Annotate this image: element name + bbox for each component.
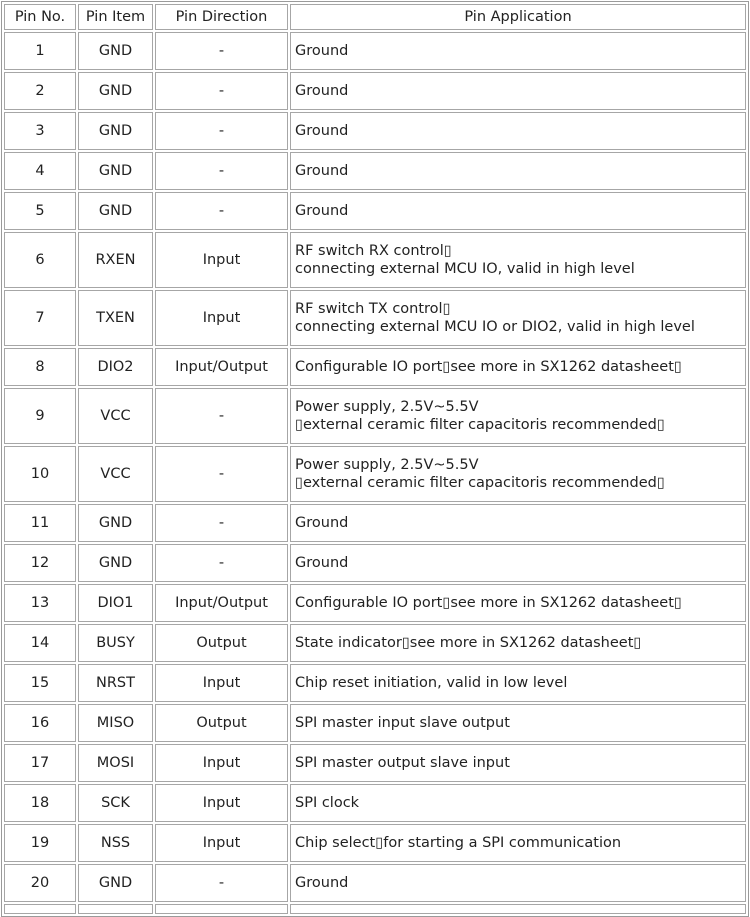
pin-application-line-2: ▯external ceramic filter capacitoris recommended▯ [295,475,665,491]
pin-number-cell: 5 [4,192,76,230]
table-row-partial [4,904,746,914]
table-row [4,290,746,346]
table-row [4,544,746,582]
pin-application-cell [290,112,746,150]
pin-application-cell [290,72,746,110]
pin-number-cell: 16 [4,704,76,742]
pin-application-line-1: RF switch TX control▯ [295,301,451,317]
pin-item-cell: GND [78,32,153,70]
pin-application-cell [290,446,746,502]
pin-direction-cell: Input [155,290,288,346]
pin-item-cell: RXEN [78,232,153,288]
pin-item-cell: DIO1 [78,584,153,622]
table-row [4,704,746,742]
pin-number-cell: 9 [4,388,76,444]
pin-direction-cell: - [155,864,288,902]
header-row [4,4,746,30]
pin-item-cell: NRST [78,664,153,702]
pin-item-cell: MISO [78,704,153,742]
header-pin-application: Pin Application [290,4,746,30]
header-pin-item: Pin Item [78,4,153,30]
pin-direction-cell: - [155,192,288,230]
table-row [4,112,746,150]
pin-application-cell [290,784,746,822]
pin-number-cell: 17 [4,744,76,782]
pin-application-cell [290,544,746,582]
table-row [4,32,746,70]
pin-direction-cell: Input [155,784,288,822]
pin-application-line-1: Chip select▯for starting a SPI communication [295,835,622,851]
pin-application-line-1: SPI master input slave output [295,715,510,731]
pin-application-cell [290,232,746,288]
pin-item-cell: VCC [78,388,153,444]
pin-item-cell: DIO2 [78,348,153,386]
table-row [4,446,746,502]
pin-number-cell: 18 [4,784,76,822]
pin-application-line-1: RF switch RX control▯ [295,243,452,259]
pin-direction-cell: - [155,446,288,502]
table-row [4,784,746,822]
pin-item-cell: GND [78,544,153,582]
pin-application-cell [290,192,746,230]
pin-direction-cell: - [155,152,288,190]
pin-application-cell [290,584,746,622]
pin-application-line-1: SPI master output slave input [295,755,510,771]
pin-item-cell: GND [78,72,153,110]
pin-item-cell: GND [78,504,153,542]
pin-application-line-1: SPI clock [295,795,360,811]
pin-item-cell: NSS [78,824,153,862]
pin-direction-cell: Output [155,624,288,662]
pin-application-line-2: connecting external MCU IO or DIO2, valid in high level [295,319,695,335]
table-row [4,824,746,862]
pin-application-cell [290,664,746,702]
pin-table-body [4,32,746,914]
pin-direction-cell: Input [155,744,288,782]
pin-application-line-1: Chip reset initiation, valid in low level [295,675,568,691]
pin-direction-cell: Input [155,664,288,702]
pin-number-cell: 10 [4,446,76,502]
pin-application-line-1: Ground [295,875,349,891]
pin-application-cell [290,624,746,662]
pin-number-cell: 12 [4,544,76,582]
pin-number-cell: 1 [4,32,76,70]
pin-application-cell [290,290,746,346]
pin-application-line-1: Power supply, 2.5V~5.5V [295,399,479,415]
pin-application-line-1: Configurable IO port▯see more in SX1262 datasheet▯ [295,359,682,375]
pin-number-cell: 19 [4,824,76,862]
pin-table [1,1,749,917]
pin-item-cell: GND [78,152,153,190]
pin-item-cell: BUSY [78,624,153,662]
pin-number-cell: 13 [4,584,76,622]
table-row [4,744,746,782]
header-pin-direction: Pin Direction [155,4,288,30]
table-row [4,624,746,662]
pin-application-line-2: connecting external MCU IO, valid in high level [295,261,635,277]
pin-number-cell: 14 [4,624,76,662]
pin-number-cell: 2 [4,72,76,110]
pin-application-cell [290,704,746,742]
pin-number-cell: 20 [4,864,76,902]
pin-application-line-1: Ground [295,43,349,59]
pin-application-cell [290,864,746,902]
header-pin-no: Pin No. [4,4,76,30]
pin-number-cell: 8 [4,348,76,386]
pin-number-cell: 11 [4,504,76,542]
pin-item-cell: VCC [78,446,153,502]
table-row [4,192,746,230]
table-row [4,584,746,622]
table-row [4,232,746,288]
pin-application-line-1: Ground [295,123,349,139]
pin-application-line-1: Power supply, 2.5V~5.5V [295,457,479,473]
pin-application-line-1: Ground [295,163,349,179]
pin-number-cell: 15 [4,664,76,702]
pin-item-cell: GND [78,112,153,150]
pin-number-cell: 6 [4,232,76,288]
pin-direction-cell: - [155,504,288,542]
pin-item-cell: TXEN [78,290,153,346]
pin-application-line-1: State indicator▯see more in SX1262 datasheet▯ [295,635,642,651]
pin-direction-cell: Input [155,232,288,288]
pin-application-cell [290,32,746,70]
pin-direction-cell: Input [155,824,288,862]
pin-application-cell [290,348,746,386]
pin-application-cell [290,152,746,190]
table-row [4,348,746,386]
pin-application-line-1: Ground [295,83,349,99]
pin-item-cell: GND [78,192,153,230]
pin-number-cell: 4 [4,152,76,190]
table-row [4,152,746,190]
pin-application-line-1: Configurable IO port▯see more in SX1262 datasheet▯ [295,595,682,611]
pin-direction-cell: - [155,112,288,150]
pin-direction-cell: Input/Output [155,584,288,622]
pin-application-line-2: ▯external ceramic filter capacitoris recommended▯ [295,417,665,433]
pin-application-cell [290,388,746,444]
pin-direction-cell: Output [155,704,288,742]
pin-application-cell [290,824,746,862]
pin-number-cell: 7 [4,290,76,346]
table-row [4,864,746,902]
pin-direction-cell: - [155,32,288,70]
pin-application-line-1: Ground [295,203,349,219]
pin-application-cell [290,744,746,782]
pin-direction-cell: - [155,544,288,582]
pin-direction-cell: Input/Output [155,348,288,386]
pin-item-cell: MOSI [78,744,153,782]
pin-application-cell [290,504,746,542]
table-row [4,504,746,542]
pin-application-line-1: Ground [295,555,349,571]
table-row [4,388,746,444]
pin-application-line-1: Ground [295,515,349,531]
table-row [4,72,746,110]
pin-direction-cell: - [155,388,288,444]
pin-item-cell: SCK [78,784,153,822]
pin-item-cell: GND [78,864,153,902]
pin-number-cell: 3 [4,112,76,150]
table-row [4,664,746,702]
pin-direction-cell: - [155,72,288,110]
